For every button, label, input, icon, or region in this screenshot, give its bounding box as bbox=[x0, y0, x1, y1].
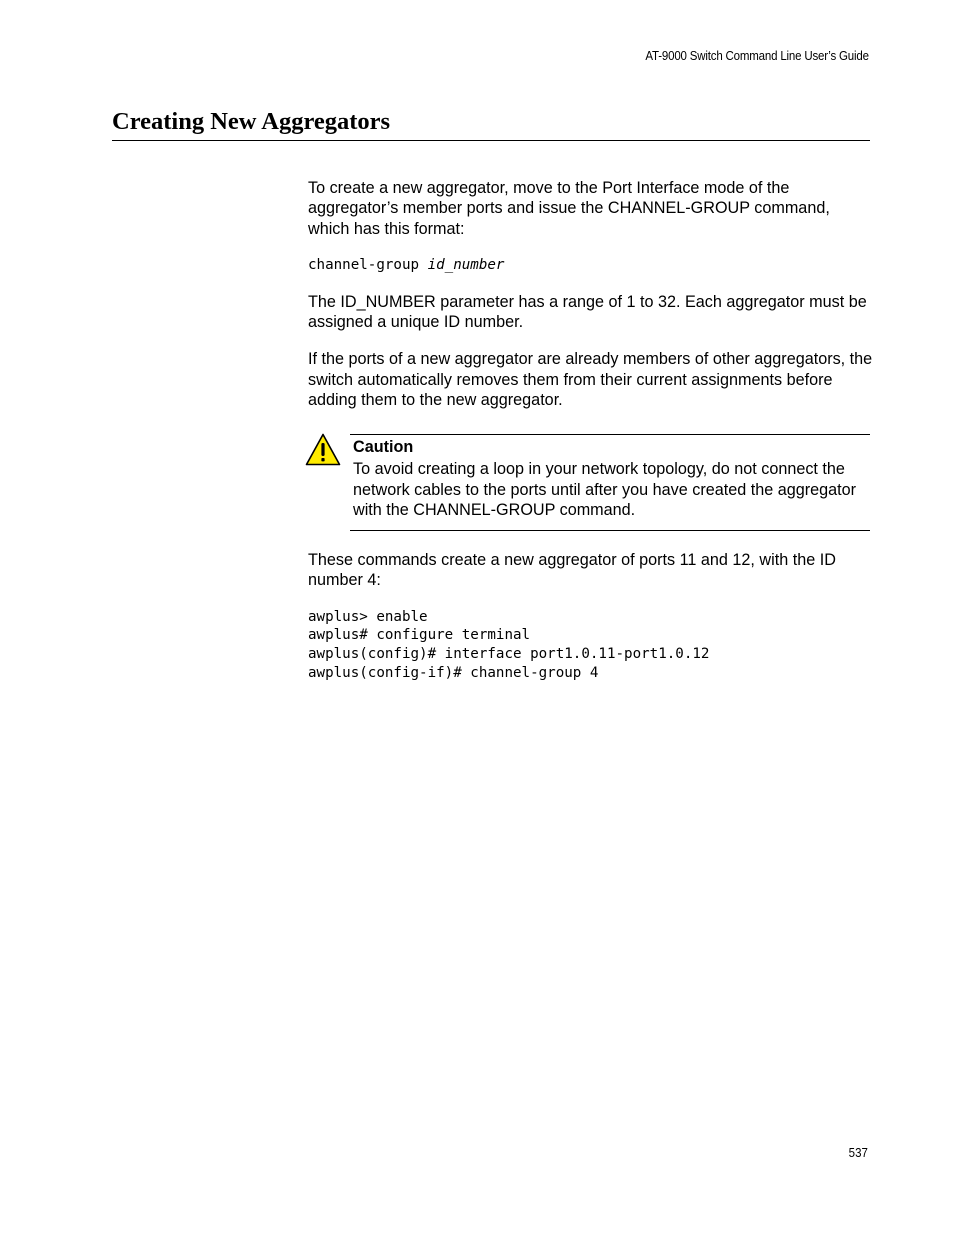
code-line: awplus(config)# interface port1.0.11-port1.0.12 bbox=[308, 646, 710, 663]
title-rule bbox=[112, 140, 870, 141]
code-line: awplus# configure terminal bbox=[308, 627, 531, 644]
caution-title: Caution bbox=[353, 438, 414, 457]
syntax-parameter: id_number bbox=[427, 256, 505, 273]
caution-box bbox=[350, 434, 870, 531]
running-header: AT-9000 Switch Command Line User’s Guide bbox=[645, 49, 869, 63]
section-title: Creating New Aggregators bbox=[112, 108, 391, 135]
page-number: 537 bbox=[848, 1146, 868, 1160]
example-code-block bbox=[308, 608, 873, 683]
caution-text: To avoid creating a loop in your network topology, do not connect the network cables to the ports until after you have created the aggregator with the CHANNEL-GROUP command. bbox=[353, 460, 857, 520]
intro-paragraph: To create a new aggregator, move to the Port Interface mode of the aggregator’s member ports and issue the CHANNEL-GROUP command, which has this format: bbox=[308, 179, 830, 238]
existing-members-paragraph: If the ports of a new aggregator are already members of other aggregators, the switch automatically removes them from their current assignments before adding them to the new aggregator. bbox=[308, 350, 873, 409]
example-intro-paragraph: These commands create a new aggregator of ports 11 and 12, with the ID number 4: bbox=[308, 550, 836, 590]
warning-triangle-icon bbox=[305, 433, 341, 466]
syntax-command: channel-group bbox=[308, 256, 428, 273]
code-line: awplus(config-if)# channel-group 4 bbox=[308, 664, 599, 681]
command-syntax bbox=[308, 256, 873, 275]
id-range-paragraph: The ID_NUMBER parameter has a range of 1 to 32. Each aggregator must be assigned a unique ID number. bbox=[308, 292, 867, 331]
code-line: awplus> enable bbox=[308, 608, 428, 625]
content-body bbox=[308, 178, 873, 683]
